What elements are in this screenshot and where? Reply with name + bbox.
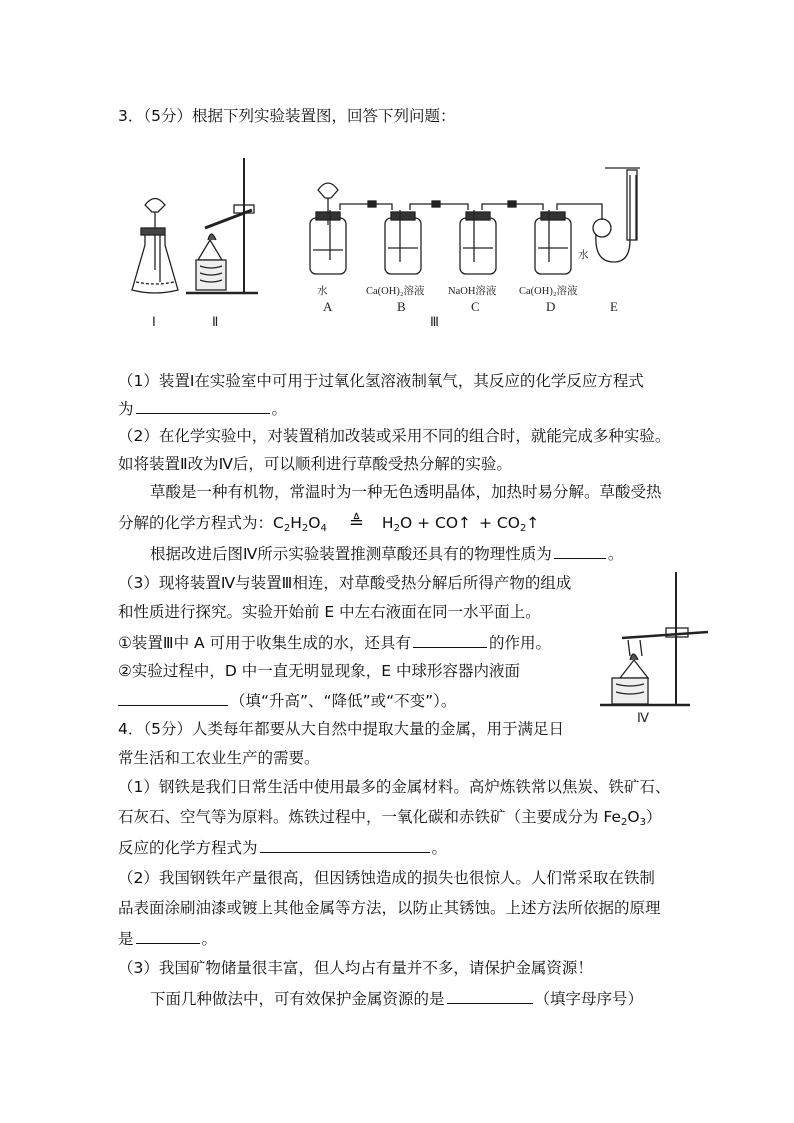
apparatus-ii-heating: [186, 158, 258, 293]
q4-part1-line-b: [118, 807, 662, 833]
equation-prefix: 分解的化学方程式为：: [118, 514, 274, 532]
answer-blank-q3-1[interactable]: [136, 398, 270, 414]
bottle-c-label: C: [471, 299, 480, 314]
q4-part2-line-a: （2）我国钢铁年产量很高，但因锈蚀造成的损失也很惊人。人们常采取在铁制: [118, 869, 655, 887]
apparatus-iii-train: [310, 168, 640, 274]
formula-co2: + $CO_2↑$: [479, 514, 540, 534]
answer-blank-q4-2[interactable]: [136, 928, 200, 944]
bottle-a-label: A: [323, 299, 333, 314]
q4-header-line-b: 常生活和工农业生产的需要。: [118, 749, 320, 767]
fe2o3-o: O: [627, 808, 640, 826]
q4-part2-c-end: 。: [201, 930, 218, 948]
q3-part1-line-b: [118, 398, 287, 419]
q3-part1-prefix: 为: [118, 400, 134, 418]
answer-blank-q4-3[interactable]: [447, 988, 533, 1004]
bottle-d-label: D: [546, 299, 556, 314]
answer-blank-q3-4[interactable]: [118, 690, 228, 706]
q3-part2-question: 根据改进后图Ⅳ所示实验装置推测草酸还具有的物理性质为: [150, 545, 552, 563]
q4-part2-line-b: 品表面涂刷油漆或镀上其他金属等方法，以防止其锈蚀。上述方法所依据的原理: [118, 899, 661, 917]
q3-part2-line-b: 如将装置Ⅱ改为Ⅳ后，可以顺利进行草酸受热分解的实验。: [118, 455, 512, 473]
q3-part3-c-prefix: ①装置Ⅲ中 A 可用于收集生成的水，还具有: [118, 634, 412, 652]
label-i: Ⅰ: [152, 314, 156, 329]
q4-part3-b-end: （填字母序号）: [534, 990, 644, 1008]
q3-part3-line-a: （3）现将装置Ⅳ与装置Ⅲ相连，对草酸受热分解后所得产物的组成: [118, 574, 572, 592]
q3-part1-end: 。: [271, 400, 288, 418]
q3-part3-line-e: [118, 690, 456, 711]
content-d-label: Ca(OH)₂溶液: [519, 286, 578, 297]
q3-decomposition-equation: [118, 513, 539, 539]
q4-part1-b-text: 石灰石、空气等为原料。炼铁过程中，一氧化碳和赤铁矿（主要成分为 Fe: [118, 808, 622, 826]
q3-part2-line-c: 草酸是一种有机物，常温时为一种无色透明晶体，加热时易分解。草酸受热: [150, 483, 662, 501]
formula-h2o-co: $H_2O$ + CO↑: [381, 514, 472, 534]
bottle-e-label: E: [610, 299, 618, 314]
q4-part2-line-c: [118, 928, 217, 949]
q4-part2-c-text: 是: [118, 930, 134, 948]
label-ii: Ⅱ: [212, 314, 219, 329]
answer-blank-q3-2[interactable]: [554, 543, 606, 559]
apparatus-labels: [152, 248, 618, 329]
q4-part3-line-a: （3）我国矿物储量很丰富，但人均占有量并不多，请保护金属资源！: [118, 959, 593, 977]
content-e-label: 水: [578, 250, 589, 261]
content-b-label: Ca(OH)₂溶液: [366, 286, 425, 297]
apparatus-iv-heating: [600, 572, 708, 705]
q3-part3-line-b: 和性质进行探究。实验开始前 E 中左右液面在同一水平面上。: [118, 603, 541, 621]
formula-c2h2o4: $C_2H_2O_4$: [273, 514, 327, 534]
q4-part1-line-c: [118, 837, 447, 858]
fe2o3-sub-2: 2: [621, 817, 628, 828]
q4-part3-b-text: 下面几种做法中，可有效保护金属资源的是: [150, 990, 445, 1008]
q3-part1-line-a: （1）装置Ⅰ在实验室中可用于过氧化氢溶液制氧气，其反应的化学反应方程式: [118, 372, 644, 390]
q3-header: 3．（5分）根据下列实验装置图，回答下列问题：: [118, 107, 456, 125]
apparatus-i-flask: [132, 199, 178, 294]
fe2o3-sub-3: 3: [639, 817, 646, 828]
answer-blank-q4-1[interactable]: [260, 837, 430, 853]
answer-blank-q3-3[interactable]: [413, 632, 487, 648]
q4-part1-line-a: （1）钢铁是我们日常生活中使用最多的金属材料。高炉炼铁常以焦炭、铁矿石、: [118, 778, 671, 796]
q3-part3-line-c: [118, 632, 551, 653]
q3-part2-line-a: （2）在化学实验中，对装置稍加改装或采用不同的组合时，就能完成多种实验。: [118, 427, 671, 445]
q4-part1-c-end: 。: [431, 839, 448, 857]
q3-part3-line-d: ②实验过程中，D 中一直无明显现象，E 中球形容器内液面: [118, 662, 520, 680]
q3-part2-line-d: [150, 543, 623, 564]
label-iii: Ⅲ: [430, 314, 439, 329]
q4-part3-line-b: [150, 988, 643, 1009]
q3-part3-c-end: 的作用。: [489, 634, 552, 652]
q4-header-line-a: 4．（5分）人类每年都要从大自然中提取大量的金属，用于满足日: [118, 720, 564, 738]
label-iv: Ⅳ: [637, 710, 649, 725]
q4-part1-c-text: 反应的化学方程式为: [118, 839, 258, 857]
q3-part2-end: 。: [607, 545, 624, 563]
content-a-label: 水: [317, 286, 328, 297]
q4-part1-b-end: ）: [646, 808, 662, 826]
heat-sign: ≜: [348, 512, 364, 533]
bottle-b-label: B: [397, 299, 406, 314]
q3-part3-e-text: （填“升高”、“降低”或“不变”）。: [230, 692, 457, 710]
content-c-label: NaOH溶液: [448, 286, 497, 297]
